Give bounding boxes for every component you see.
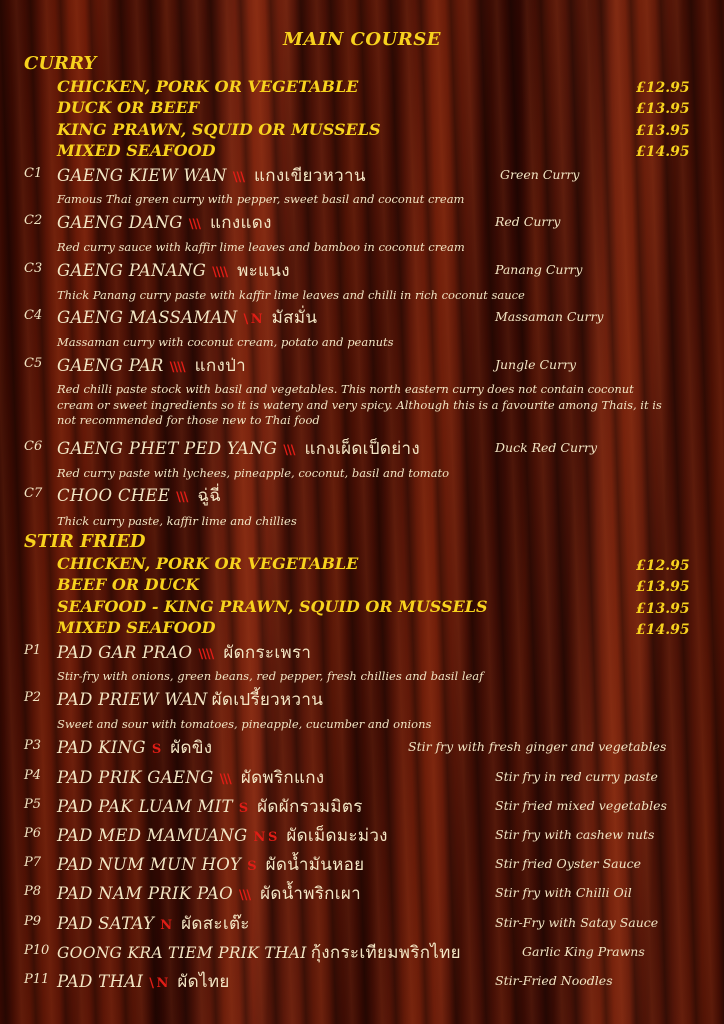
item-name-text: GAENG KIEW WAN <box>57 166 227 185</box>
price-value: £13.95 <box>636 123 690 139</box>
price-label: DUCK OR BEEF <box>57 98 200 117</box>
item-name-text: PAD GAR PRAO <box>57 643 193 662</box>
price-label: CHICKEN, PORK OR VEGETABLE <box>57 77 359 96</box>
item-code: C7 <box>24 486 43 501</box>
item-name <box>57 851 364 878</box>
item-name <box>57 435 420 462</box>
menu-item <box>0 851 724 875</box>
item-description: Massaman curry with coconut cream, potato and peanuts <box>57 335 394 349</box>
item-description: Thick curry paste, kaffir lime and chillies <box>57 514 297 528</box>
item-code: P1 <box>24 643 42 658</box>
item-description: Red curry sauce with kaffir lime leaves and bamboo in coconut cream <box>57 240 465 254</box>
item-thai-name: พะแนง <box>237 261 290 281</box>
item-name-text: GAENG PANANG <box>57 261 207 280</box>
item-name-text: PAD SATAY <box>57 914 155 933</box>
item-code: C4 <box>24 308 43 323</box>
item-name <box>57 764 324 791</box>
price-value: £14.95 <box>636 622 690 638</box>
menu-item <box>0 209 724 233</box>
item-english-name: Jungle Curry <box>495 357 577 372</box>
item-code: C5 <box>24 356 43 371</box>
item-code: C1 <box>24 166 43 181</box>
item-english-name: Stir fry with fresh ginger and vegetables <box>408 739 667 754</box>
item-description: Stir-fry with onions, green beans, red pepper, fresh chillies and basil leaf <box>57 669 484 683</box>
price-value: £13.95 <box>636 579 690 595</box>
menu-item <box>0 910 724 934</box>
price-value: £12.95 <box>636 80 690 96</box>
item-name <box>57 968 230 995</box>
item-english-name: Panang Curry <box>495 262 583 277</box>
item-name-text: GOONG KRA TIEM PRIK THAI <box>57 944 307 962</box>
price-value: £14.95 <box>636 144 690 160</box>
item-code: P3 <box>24 738 42 753</box>
item-name <box>57 257 290 284</box>
chili-icon: \\\ <box>188 217 201 232</box>
menu-item <box>0 822 724 846</box>
menu-item <box>0 793 724 817</box>
chili-icon: \ N <box>149 976 168 991</box>
price-value: £13.95 <box>636 601 690 617</box>
item-english-name: Duck Red Curry <box>495 440 598 455</box>
item-thai-name: แกงเขียวหวาน <box>254 166 366 186</box>
price-label: MIXED SEAFOOD <box>57 618 216 637</box>
item-thai-name: แกงเผ็ดเป็ดย่าง <box>304 439 420 459</box>
chili-icon: \\\ <box>238 888 251 903</box>
spicy-icon: S <box>151 742 161 757</box>
menu-item <box>0 639 724 663</box>
item-code: P10 <box>24 943 50 958</box>
chili-icon: \\\ <box>219 772 231 787</box>
item-thai-name: ผัดน้ำมันหอย <box>265 855 365 875</box>
item-name <box>57 910 250 937</box>
chili-icon: \\\\ <box>198 647 214 662</box>
item-name <box>57 686 323 713</box>
chili-icon: \\\ <box>176 490 188 505</box>
item-code: P7 <box>24 855 42 870</box>
item-description: Red chilli paste stock with basil and vegetables. This north eastern curry does not contain coconut cream or sweet ingredients so it is watery and very spicy. Although this is a favourite among Thais, it is not recommended for those new to Thai food <box>57 382 662 427</box>
item-english-name: Stir fried Oyster Sauce <box>495 856 642 871</box>
menu-item <box>0 352 724 376</box>
price-value: £12.95 <box>636 558 690 574</box>
price-label: KING PRAWN, SQUID OR MUSSELS <box>57 120 381 139</box>
menu-item <box>0 939 724 963</box>
item-name-text: GAENG PAR <box>57 356 164 375</box>
item-thai-name: กุ้งกระเทียมพริกไทย <box>310 943 461 963</box>
menu-item <box>0 162 724 186</box>
price-label: CHICKEN, PORK OR VEGETABLE <box>57 554 359 573</box>
item-thai-name: ผัดเม็ดมะม่วง <box>286 826 388 846</box>
item-name <box>57 639 311 666</box>
chili-icon: \\\ <box>283 443 295 458</box>
item-name <box>57 793 363 820</box>
item-thai-name: ผัดผักรวมมิตร <box>257 797 363 817</box>
spicy-icon: S <box>238 801 248 816</box>
item-english-name: Red Curry <box>495 214 561 229</box>
menu-item <box>0 304 724 328</box>
chili-icon: \\\ <box>232 170 245 185</box>
item-name-text: CHOO CHEE <box>57 486 171 505</box>
item-name <box>57 482 221 509</box>
nut-icon: N S <box>253 830 277 845</box>
price-label: SEAFOOD - KING PRAWN, SQUID OR MUSSELS <box>57 597 488 616</box>
item-english-name: Stir fry with cashew nuts <box>495 827 655 842</box>
item-name-text: PAD NUM MUN HOY <box>57 855 242 874</box>
item-name <box>57 162 366 189</box>
item-code: P4 <box>24 768 42 783</box>
item-name <box>57 880 361 907</box>
item-thai-name: ผัดสะเต๊ะ <box>181 914 250 934</box>
item-code: P11 <box>24 972 50 987</box>
spicy-icon: S <box>247 859 256 874</box>
item-thai-name: ผัดพริกแกง <box>240 768 325 788</box>
section-heading-curry: CURRY <box>24 53 97 74</box>
item-name-text: PAD NAM PRIK PAO <box>57 884 233 903</box>
item-name <box>57 304 317 331</box>
price-label: MIXED SEAFOOD <box>57 141 216 160</box>
menu-item <box>0 435 724 459</box>
item-name-text: GAENG MASSAMAN <box>57 308 238 327</box>
item-english-name: Stir fry with Chilli Oil <box>495 885 632 900</box>
item-description: Thick Panang curry paste with kaffir lime leaves and chilli in rich coconut sauce <box>57 288 525 302</box>
item-english-name: Stir fry in red curry paste <box>495 769 658 784</box>
item-english-name: Stir-Fry with Satay Sauce <box>495 915 659 930</box>
item-code: P6 <box>24 826 42 841</box>
menu-item <box>0 482 724 506</box>
menu-item <box>0 734 724 758</box>
item-name <box>57 734 212 761</box>
item-code: P8 <box>24 884 42 899</box>
item-name-text: PAD PRIK GAENG <box>57 768 214 787</box>
item-name-text: PAD PAK LUAM MIT <box>57 797 233 816</box>
item-name <box>57 352 246 379</box>
menu-item <box>0 880 724 904</box>
item-thai-name: แกงป่า <box>194 356 247 376</box>
item-thai-name: มัสมั่น <box>271 308 318 328</box>
item-code: C6 <box>24 439 43 454</box>
menu-item <box>0 686 724 710</box>
price-value: £13.95 <box>636 101 690 117</box>
item-thai-name: แกงแดง <box>210 213 272 233</box>
item-description: Red curry paste with lychees, pineapple, coconut, basil and tomato <box>57 466 450 480</box>
chili-icon: \\\\ <box>212 265 228 280</box>
item-thai-name: ผัดเปรี้ยวหวาน <box>211 690 324 710</box>
menu-item <box>0 257 724 281</box>
item-description: Sweet and sour with tomatoes, pineapple, cucumber and onions <box>57 717 432 731</box>
section-heading-stir-fried: STIR FRIED <box>24 531 146 552</box>
item-thai-name: ผัดกระเพรา <box>223 643 312 663</box>
item-description: Famous Thai green curry with pepper, sweet basil and coconut cream <box>57 192 465 206</box>
item-thai-name: ฉู่ฉี่ <box>197 486 222 506</box>
item-name <box>57 822 388 849</box>
item-code: P9 <box>24 914 42 929</box>
item-name-text: GAENG DANG <box>57 213 183 232</box>
item-name-text: PAD KING <box>57 738 146 757</box>
chili-icon: \ N <box>243 312 262 327</box>
menu-item <box>0 764 724 788</box>
item-code: P2 <box>24 690 42 705</box>
item-name-text: GAENG PHET PED YANG <box>57 439 278 458</box>
item-thai-name: ผัดไทย <box>177 972 230 992</box>
item-thai-name: ผัดขิง <box>170 738 213 758</box>
menu-item <box>0 968 724 992</box>
item-name-text: PAD THAI <box>57 972 144 991</box>
item-name-text: PAD MED MAMUANG <box>57 826 248 845</box>
item-english-name: Stir fried mixed vegetables <box>495 798 667 813</box>
chili-icon: \\\\ <box>169 360 185 375</box>
item-english-name: Massaman Curry <box>495 309 604 324</box>
item-code: P5 <box>24 797 42 812</box>
item-code: C3 <box>24 261 43 276</box>
item-thai-name: ผัดน้ำพริกเผา <box>260 884 361 904</box>
item-name <box>57 939 461 966</box>
item-english-name: Stir-Fried Noodles <box>495 973 613 988</box>
page-title: MAIN COURSE <box>283 29 441 50</box>
nut-icon: N <box>160 918 172 933</box>
price-label: BEEF OR DUCK <box>57 575 200 594</box>
item-english-name: Green Curry <box>500 167 580 182</box>
item-name <box>57 209 272 236</box>
item-english-name: Garlic King Prawns <box>522 944 645 959</box>
item-name-text: PAD PRIEW WAN <box>57 690 208 709</box>
item-code: C2 <box>24 213 43 228</box>
